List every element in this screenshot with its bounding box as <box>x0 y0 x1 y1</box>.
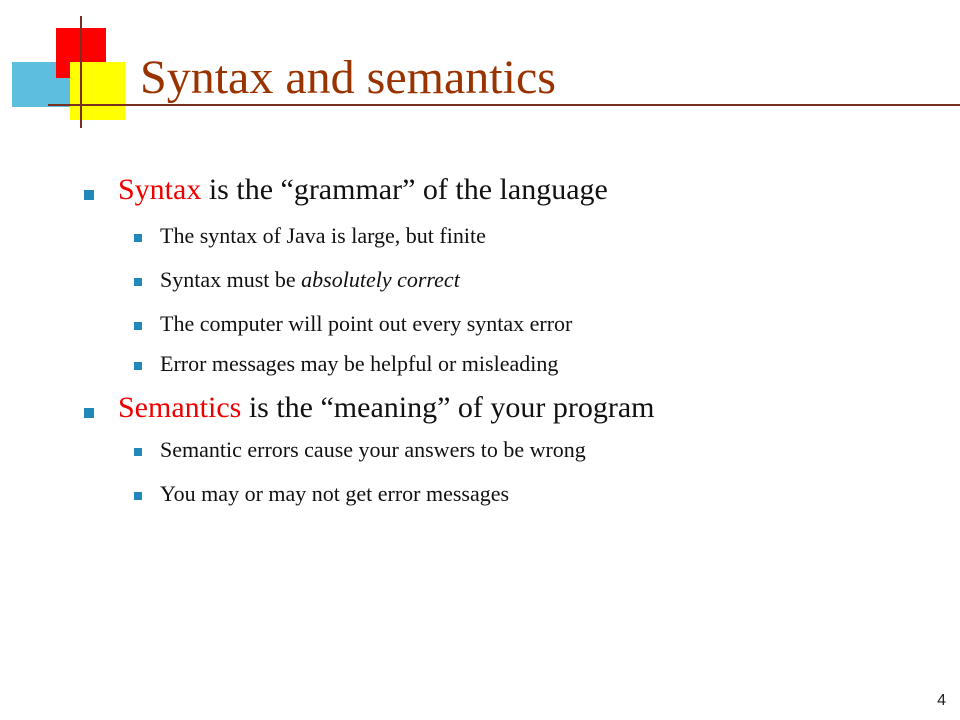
sub-bullet <box>84 310 944 338</box>
sub-bullet-text: The computer will point out every syntax error <box>160 311 573 336</box>
bullet-text: is the “meaning” of your program <box>241 391 655 424</box>
bullet-text: is the “grammar” of the language <box>201 173 608 206</box>
square-bullet-icon <box>134 448 142 456</box>
decorative-yellow-square <box>70 62 125 120</box>
highlight-term: Syntax <box>118 173 202 206</box>
page-number: 4 <box>937 692 946 709</box>
sub-bullet <box>84 436 944 464</box>
slide-title: Syntax and semantics <box>140 51 556 104</box>
sub-bullet <box>84 222 944 250</box>
emphasis-text: absolutely correct <box>301 267 460 292</box>
sub-bullet-text: Error messages may be helpful or misleading <box>160 351 559 376</box>
decorative-vertical-line <box>80 16 82 128</box>
sub-bullet-text: You may or may not get error messages <box>160 481 510 506</box>
square-bullet-icon <box>134 362 142 370</box>
square-bullet-icon <box>134 322 142 330</box>
sub-bullet-text: Semantic errors cause your answers to be wrong <box>160 437 586 462</box>
square-bullet-icon <box>134 492 142 500</box>
sub-bullet <box>84 480 944 508</box>
sub-bullet-text: The syntax of Java is large, but finite <box>160 223 486 248</box>
square-bullet-icon <box>84 190 94 200</box>
bullet-semantics <box>84 390 944 426</box>
highlight-term: Semantics <box>118 391 242 424</box>
sub-bullet-text: Syntax must be <box>160 267 302 292</box>
square-bullet-icon <box>134 278 142 286</box>
bullet-syntax <box>84 172 944 208</box>
square-bullet-icon <box>84 408 94 418</box>
sub-bullet <box>84 266 944 294</box>
square-bullet-icon <box>134 234 142 242</box>
bullet-list <box>84 172 944 508</box>
sub-bullet <box>84 350 944 378</box>
